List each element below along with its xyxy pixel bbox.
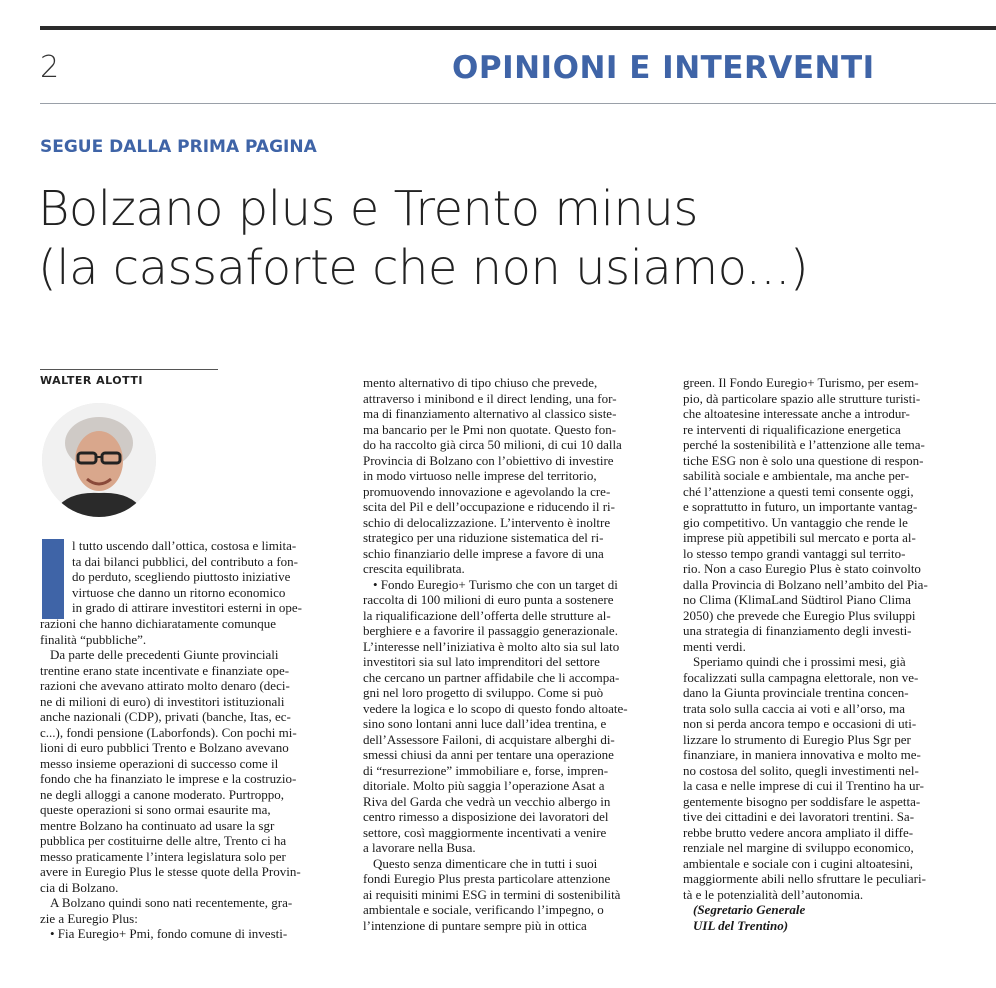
text-line: • Fondo Euregio+ Turismo che con un target di	[373, 576, 618, 592]
text-line: mento alternativo di tipo chiuso che prevede,	[363, 375, 598, 390]
text-line: lizzare lo strumento di Euregio Plus Sgr per	[683, 731, 911, 747]
text-line: rio. Non a caso Euregio Plus è stato coinvolto	[683, 561, 921, 576]
text-line: • Fia Euregio+ Pmi, fondo comune di investi-	[50, 926, 288, 941]
text-line: rebbe brutto vedere ancora ampliato il diffe-	[683, 824, 914, 840]
text-line: ma di finanziamento alternativo al classico siste-	[363, 406, 617, 421]
text-line: c...), fondi pensione (Laborfonds). Con pochi mi-	[40, 724, 297, 740]
text-line: attraverso i minibond e il direct lending, una for-	[363, 390, 617, 406]
text-line: Riva del Garda che vedrà un vecchio albergo in	[363, 793, 611, 809]
drop-cap	[42, 539, 64, 619]
text-line: l tutto uscendo dall’ottica, costosa e limita-	[72, 538, 297, 553]
text-line: mentre Bolzano ha continuato ad usare la sgr	[40, 817, 275, 833]
text-line: fondo che ha finanziato le imprese e la costruzio-	[40, 771, 297, 786]
text-line: non si perda ancora tempo e occasioni di uti-	[683, 716, 917, 731]
headline	[38, 180, 968, 298]
text-line: tiche ESG non è solo una questione di respon-	[683, 452, 924, 468]
text-line: razioni che avevano attirato molto denaro (deci-	[40, 678, 290, 693]
text-line: trata solo sulla caccia ai voti e all’orso, ma	[683, 700, 905, 716]
text-line: ambientale e sociale con i cugini altoatesini,	[683, 855, 913, 871]
text-line: L’interesse nell’iniziativa è molto alto sia sul lato	[363, 638, 620, 654]
text-line: che altoatesine interessate anche a introdur-	[683, 406, 910, 421]
text-line: ne di milioni di euro) di investitori istituzionali	[40, 693, 285, 709]
text-line: no costosa del solito, quegli investimenti nel-	[683, 762, 919, 778]
text-line: anche nazionali (CDP), privati (banche, Itas, ec-	[40, 709, 291, 724]
text-line: in modo virtuoso nelle imprese del territorio,	[363, 468, 597, 483]
text-line: sino sono lontani anni luce dall’idea trentina, e	[363, 716, 607, 731]
text-line: gio competitivo. Un vantaggio che rende le	[683, 514, 908, 530]
text-line: di “resurrezione” immobiliare e, forse, impren-	[363, 762, 609, 778]
column-1	[72, 538, 302, 616]
text-line: do perduto, scegliendo piuttosto iniziative	[72, 569, 291, 584]
text-line: dell’Assessore Failoni, di acquistare alberghi di-	[363, 731, 615, 747]
text-line: pio, dà particolare spazio alle strutture turisti-	[683, 390, 921, 406]
text-line: Speriamo quindi che i prossimi mesi, già	[693, 654, 906, 669]
section-title: OPINIONI E INTERVENTI	[452, 50, 875, 86]
text-line: tà e le potenzialità dell’autonomia.	[683, 886, 864, 902]
text-line: ma bancario per le Pmi non quotate. Questo fon-	[363, 421, 617, 437]
text-line: in grado di attirare investitori esterni in ope-	[72, 600, 302, 615]
text-line: lo stesso tempo grandi vantaggi sul territo-	[683, 545, 906, 561]
text-line: zie a Euregio Plus:	[40, 910, 138, 926]
text-line: trentine erano state incentivate e finanziate ope-	[40, 662, 290, 678]
column-3	[683, 375, 928, 933]
text-line: perché la sostenibilità e l’attenzione alle tema-	[683, 437, 925, 452]
text-line: pubblica per costituirne delle altre, Trento ci ha	[40, 833, 287, 848]
text-line: A Bolzano quindi sono nati recentemente, gra-	[50, 895, 293, 910]
header-divider	[40, 103, 996, 104]
text-line: finalità “pubbliche”.	[40, 631, 147, 647]
text-line: ché l’attenzione a questi temi consente oggi,	[683, 483, 914, 499]
column-1-continued	[40, 616, 301, 942]
text-line: menti verdi.	[683, 638, 746, 654]
text-line: la riqualificazione dell’offerta delle strutture al-	[363, 607, 611, 623]
text-line: che cercano un partner affidabile che li accompa-	[363, 669, 620, 685]
text-line: a lavorare nella Busa.	[363, 840, 476, 855]
text-line: vedere la logica e lo scopo di questo fondo altoate-	[363, 700, 628, 716]
text-line: schio di delocalizzazione. L’intervento è inoltre	[363, 514, 611, 530]
text-line: l’intenzione di puntare sempre più in ottica	[363, 917, 587, 933]
text-line: schio finanziario delle imprese a favore di una	[363, 545, 604, 561]
text-line: fondi Euregio Plus presta particolare attenzione	[363, 871, 611, 886]
text-line: finanziare, in maniera innovativa e molto me-	[683, 747, 921, 762]
text-line: cia di Bolzano.	[40, 879, 119, 895]
text-line: no Clima (KlimaLand Südtirol Piano Clima	[683, 592, 911, 607]
text-line: settore, così maggiormente incentivati a venire	[363, 824, 607, 840]
text-line: strategico per una riduzione sistematica del ri-	[363, 530, 604, 545]
text-line: ne degli alloggi a canone moderato. Purtroppo,	[40, 786, 285, 802]
text-line: virtuose che danno un ritorno economico	[72, 584, 286, 600]
text-line: ai requisiti minimi ESG in termini di sostenibilità	[363, 886, 621, 902]
text-line: Provincia di Bolzano con l’obiettivo di investire	[363, 452, 614, 468]
text-line: scita del Pil e dell’occupazione e riducendo il ri-	[363, 499, 615, 514]
text-line: dano la Giunta provinciale trentina concen-	[683, 685, 909, 700]
text-line: 2050) che prevede che Euregio Plus sviluppi	[683, 607, 916, 623]
headline-line: (la cassaforte che non usiamo...)	[38, 240, 809, 296]
text-line: do ha raccolto già circa 50 milioni, di cui 10 dalla	[363, 437, 622, 452]
text-line: promuovendo innovazione e agevolando la cre-	[363, 483, 611, 499]
text-line: investitori sia sul lato imprenditori del settore	[363, 654, 600, 669]
text-line: focalizzati sulla campagna elettorale, non ve-	[683, 669, 919, 685]
text-line: sabilità sociale e ambientale, ma anche per-	[683, 468, 910, 483]
page-number: 2	[40, 50, 60, 85]
author-rule	[40, 369, 218, 370]
text-line: maggiormente abili nello sfruttare le peculiari-	[683, 871, 926, 886]
text-line: raccolta di 100 milioni di euro punta a sostenere	[363, 592, 614, 607]
author-photo	[42, 403, 156, 517]
signature-line: (Segretario Generale	[693, 902, 806, 917]
top-rule	[40, 26, 996, 30]
text-line: messo praticamente l’intera legislatura solo per	[40, 848, 286, 864]
text-line: centro rimesso a disposizione dei lavoratori del	[363, 809, 609, 824]
text-line: crescita equilibrata.	[363, 561, 465, 576]
text-line: ta dai bilanci pubblici, del contributo a fon-	[72, 553, 298, 569]
text-line: green. Il Fondo Euregio+ Turismo, per esem-	[683, 375, 919, 390]
author-name: WALTER ALOTTI	[40, 374, 143, 387]
text-line: razioni che hanno dichiaratamente comunque	[40, 616, 277, 631]
text-line: ambientale e sociale, verificando l’impegno, o	[363, 902, 604, 917]
text-line: Questo senza dimenticare che in tutti i suoi	[373, 855, 598, 871]
column-2	[363, 375, 628, 933]
kicker: SEGUE DALLA PRIMA PAGINA	[40, 137, 317, 157]
text-line: Da parte delle precedenti Giunte provinciali	[50, 647, 279, 662]
text-line: tive dei cittadini e dei lavoratori trentini. Sa-	[683, 809, 915, 824]
text-line: la casa e nelle imprese di cui il Trentino ha ur-	[683, 778, 924, 793]
text-line: dalla Provincia di Bolzano nell’ambito del Pia-	[683, 576, 928, 592]
text-line: berghiere e a favorire il passaggio generazionale.	[363, 623, 618, 638]
signature-line: UIL del Trentino)	[693, 917, 789, 933]
text-line: gni nel loro progetto di sviluppo. Come si può	[363, 685, 604, 700]
text-line: lioni di euro pubblici Trento e Bolzano avevano	[40, 740, 289, 755]
text-line: gentemente bisogno per soddisfare le aspetta-	[683, 793, 921, 809]
text-line: queste operazioni si sono ormai esaurite ma,	[40, 802, 271, 817]
text-line: re interventi di riqualificazione energetica	[683, 421, 901, 437]
text-line: avere in Euregio Plus le stesse quote della Provin-	[40, 864, 301, 879]
text-line: smessi chiusi da anni per tentare una operazione	[363, 747, 614, 762]
text-line: una strategia di finanziamento degli investi-	[683, 623, 912, 638]
text-line: imprese più appetibili sul mercato e porta al-	[683, 530, 916, 545]
text-line: ditoriale. Molto più saggia l’operazione Asat a	[363, 778, 605, 793]
headline-line: Bolzano plus e Trento minus	[38, 181, 698, 237]
text-line: renziale nel margine di sviluppo economico,	[683, 840, 914, 855]
text-line: e soprattutto in futuro, un importante vantag-	[683, 499, 918, 514]
text-line: messo insieme operazioni di successo come il	[40, 755, 279, 771]
